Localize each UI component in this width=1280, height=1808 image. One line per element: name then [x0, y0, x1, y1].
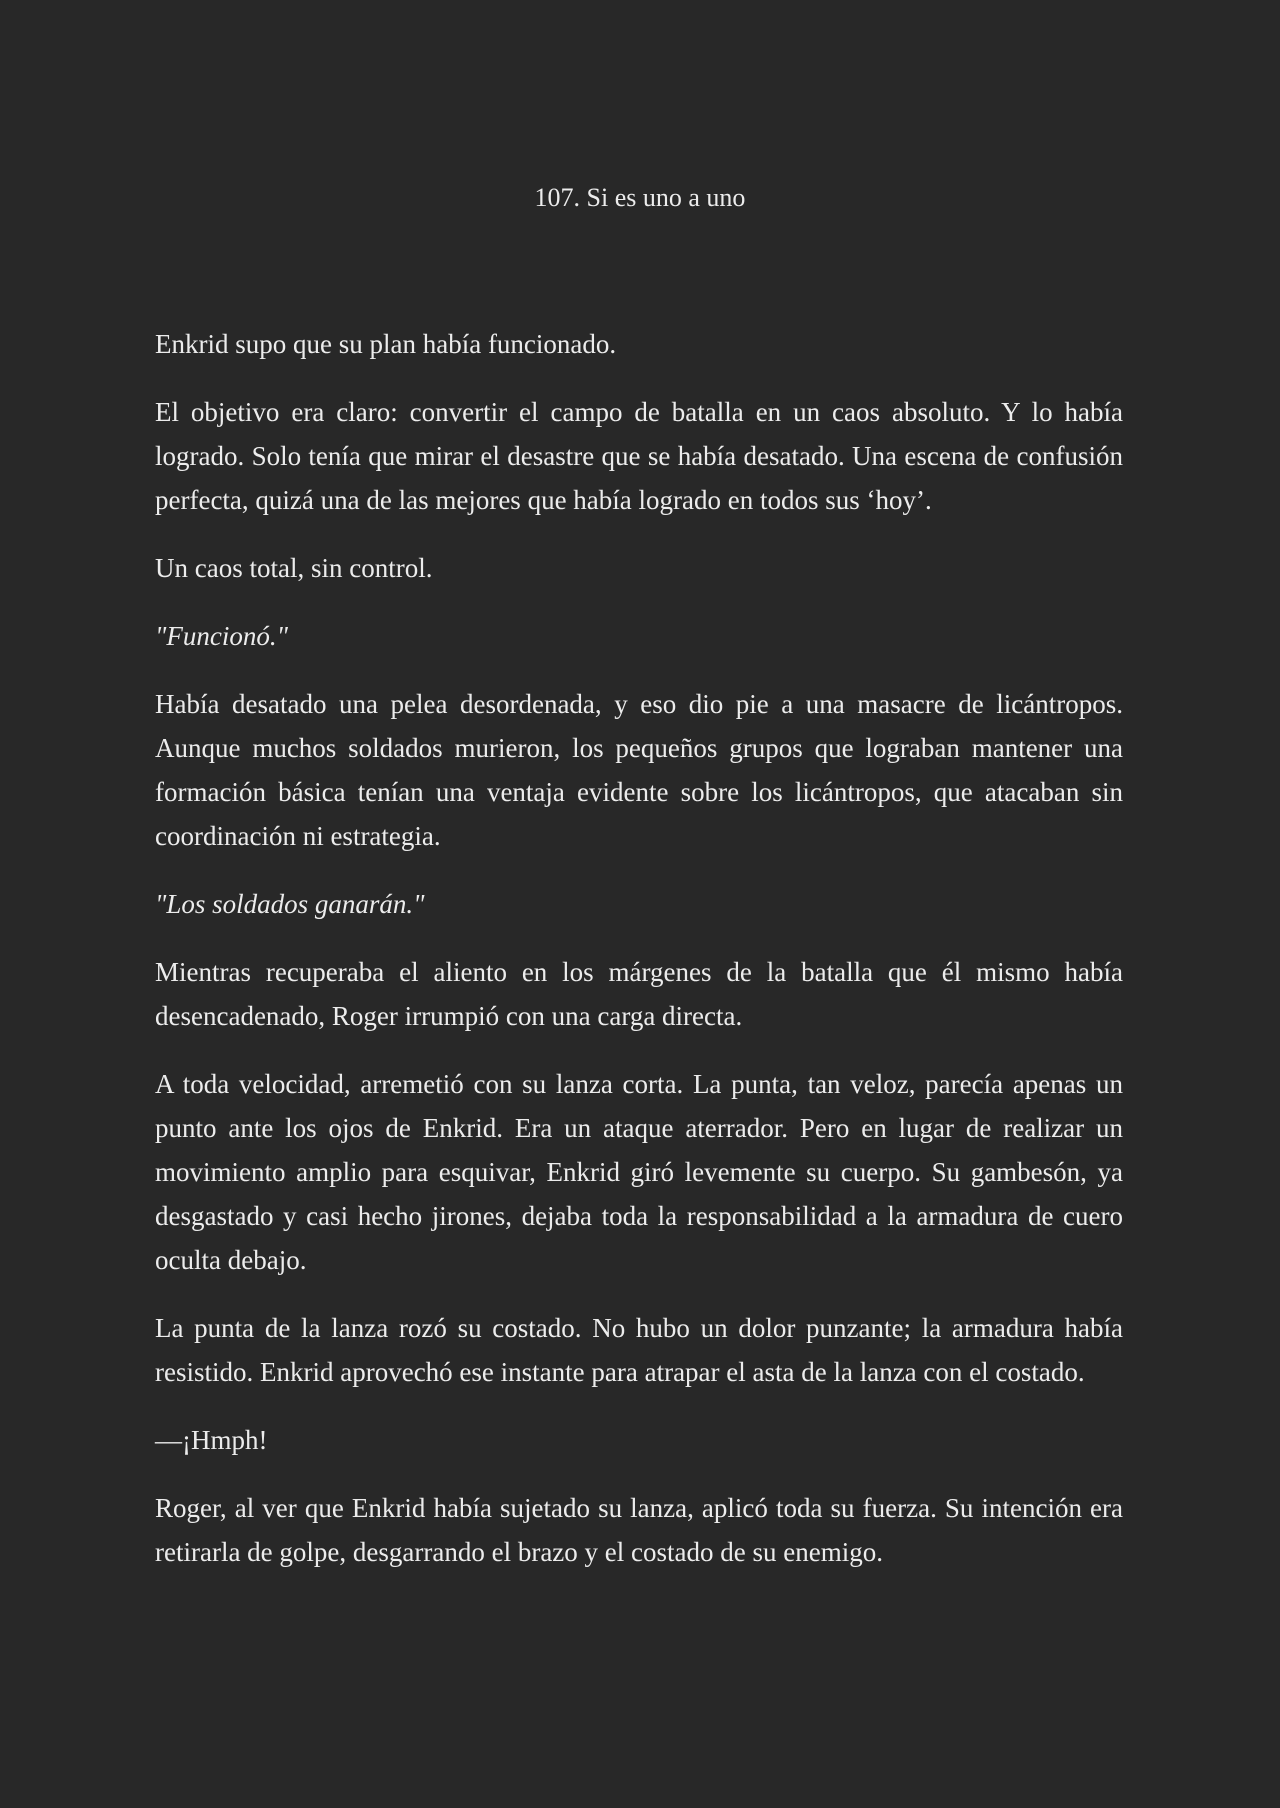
- paragraph: Había desatado una pelea desordenada, y eso dio pie a una masacre de licántropos. Aunque muchos soldados murieron, los pequeños grupos que lograban mantener una formación básica tenían una ventaja evidente sobre los licántropos, que atacaban sin coordinación ni estrategia.: [155, 689, 1123, 851]
- paragraph-thought: "Funcionó.": [155, 621, 288, 651]
- paragraph: A toda velocidad, arremetió con su lanza corta. La punta, tan veloz, parecía apenas un punto ante los ojos de Enkrid. Era un ataque aterrador. Pero en lugar de realizar un movimiento amplio para esquivar, Enkrid giró levemente su cuerpo. Su gambesón, ya desgastado y casi hecho jirones, dejaba toda la responsabilidad a la armadura de cuero oculta debajo.: [155, 1069, 1123, 1275]
- paragraph-thought: "Los soldados ganarán.": [155, 889, 425, 919]
- paragraph: Un caos total, sin control.: [155, 553, 433, 583]
- chapter-body: [155, 322, 1123, 1598]
- paragraph: La punta de la lanza rozó su costado. No hubo un dolor punzante; la armadura había resistido. Enkrid aprovechó ese instante para atrapar el asta de la lanza con el costado.: [155, 1313, 1123, 1387]
- chapter-title: 107. Si es uno a uno: [534, 183, 746, 212]
- paragraph: Mientras recuperaba el aliento en los márgenes de la batalla que él mismo había desencadenado, Roger irrumpió con una carga directa.: [155, 957, 1123, 1031]
- paragraph: Roger, al ver que Enkrid había sujetado su lanza, aplicó toda su fuerza. Su intención era retirarla de golpe, desgarrando el brazo y el costado de su enemigo.: [155, 1493, 1123, 1567]
- paragraph: Enkrid supo que su plan había funcionado.: [155, 329, 617, 359]
- paragraph-dialogue: —¡Hmph!: [155, 1425, 268, 1455]
- paragraph: El objetivo era claro: convertir el campo de batalla en un caos absoluto. Y lo había logrado. Solo tenía que mirar el desastre que se había desatado. Una escena de confusión perfecta, quizá una de las mejores que había logrado en todos sus ‘hoy’.: [155, 397, 1123, 515]
